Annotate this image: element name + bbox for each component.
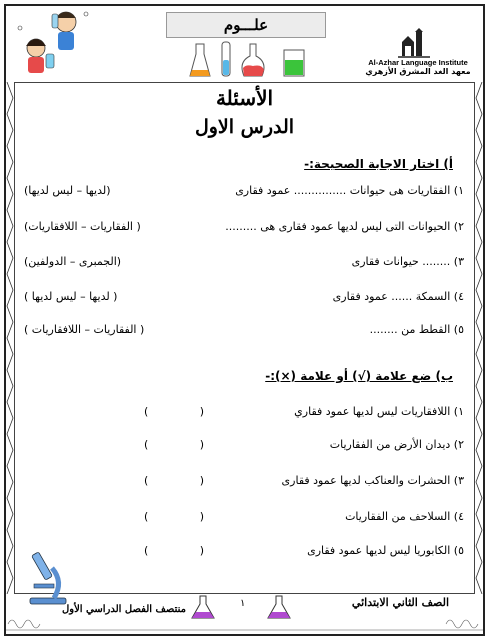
mcq-row bbox=[24, 184, 464, 202]
tf-row: ٤) السلاحف من الفقاريات ( ) bbox=[144, 510, 464, 523]
mcq-question: ٢) الحيوانات التى ليس لديها عمود فقارى هى ......... bbox=[225, 220, 464, 233]
microscope-icon bbox=[24, 546, 72, 606]
mcq-question: ٣) ........ حيوانات فقارى bbox=[351, 255, 464, 268]
mcq-options: ( الفقاريات – اللافقاريات ) bbox=[24, 323, 145, 336]
subject-title: علـــوم bbox=[166, 12, 326, 38]
tf-statement: ٥) الكابوريا ليس لديها عمود فقارى bbox=[307, 544, 464, 557]
institute-name-ar: معهد الغد المشرق الأزهري bbox=[365, 67, 471, 76]
kids-science-illustration-icon bbox=[14, 8, 94, 80]
tf-row: ٣) الحشرات والعناكب لديها عمود فقارى ( ) bbox=[144, 474, 464, 487]
section-a-heading: أ) اختار الاجابة الصحيحة:- bbox=[304, 157, 453, 171]
mcq-row bbox=[24, 255, 464, 273]
mcq-row bbox=[24, 290, 464, 308]
right-border-pattern bbox=[475, 82, 483, 594]
left-border-pattern bbox=[6, 82, 14, 594]
tf-statement: ٤) السلاحف من الفقاريات bbox=[345, 510, 464, 523]
page-number: ١ bbox=[240, 598, 246, 609]
tf-row: ١) اللافقاريات ليس لديها عمود فقاري ( ) bbox=[144, 405, 464, 418]
mcq-question: ١) الفقاريات هى حيوانات ............... عمود فقارى bbox=[235, 184, 464, 197]
mcq-options: ( لديها – ليس لديها ) bbox=[24, 290, 118, 303]
section-b-heading: ب) ضع علامة (√) أو علامة (×):- bbox=[265, 369, 453, 383]
tf-statement: ٢) ديدان الأرض من الفقاريات bbox=[329, 438, 464, 451]
tf-row: ٥) الكابوريا ليس لديها عمود فقارى ( ) bbox=[144, 544, 464, 557]
flask-icon bbox=[190, 594, 216, 620]
tf-statement: ١) اللافقاريات ليس لديها عمود فقاري bbox=[294, 405, 464, 418]
mcq-row bbox=[24, 220, 464, 238]
mcq-row bbox=[24, 323, 464, 341]
tf-statement: ٣) الحشرات والعناكب لديها عمود فقارى bbox=[281, 474, 464, 487]
mcq-options: (لديها – ليس لديها) bbox=[24, 184, 111, 197]
mcq-question: ٤) السمكة ...... عمود فقارى bbox=[332, 290, 464, 303]
institute-name-en: Al-Azhar Language Institute bbox=[368, 58, 468, 67]
institute-logo-icon bbox=[398, 28, 430, 58]
flask-icon bbox=[266, 594, 292, 620]
mcq-options: ( الفقاريات – اللافقاريات) bbox=[24, 220, 141, 233]
lab-flasks-icon bbox=[188, 40, 318, 80]
page-header bbox=[6, 6, 483, 82]
mcq-options: (الجمبرى – الدولفين) bbox=[24, 255, 122, 268]
grade-label: الصف الثاني الابتدائي bbox=[351, 596, 449, 609]
questions-title: الأسئلة bbox=[215, 86, 274, 110]
term-label: منتصف الفصل الدراسي الأول bbox=[62, 604, 186, 615]
mcq-question: ٥) القطط من ........ bbox=[369, 323, 464, 336]
tf-row: ٢) ديدان الأرض من الفقاريات ( ) bbox=[144, 438, 464, 451]
lesson-title: الدرس الاول bbox=[194, 116, 295, 138]
